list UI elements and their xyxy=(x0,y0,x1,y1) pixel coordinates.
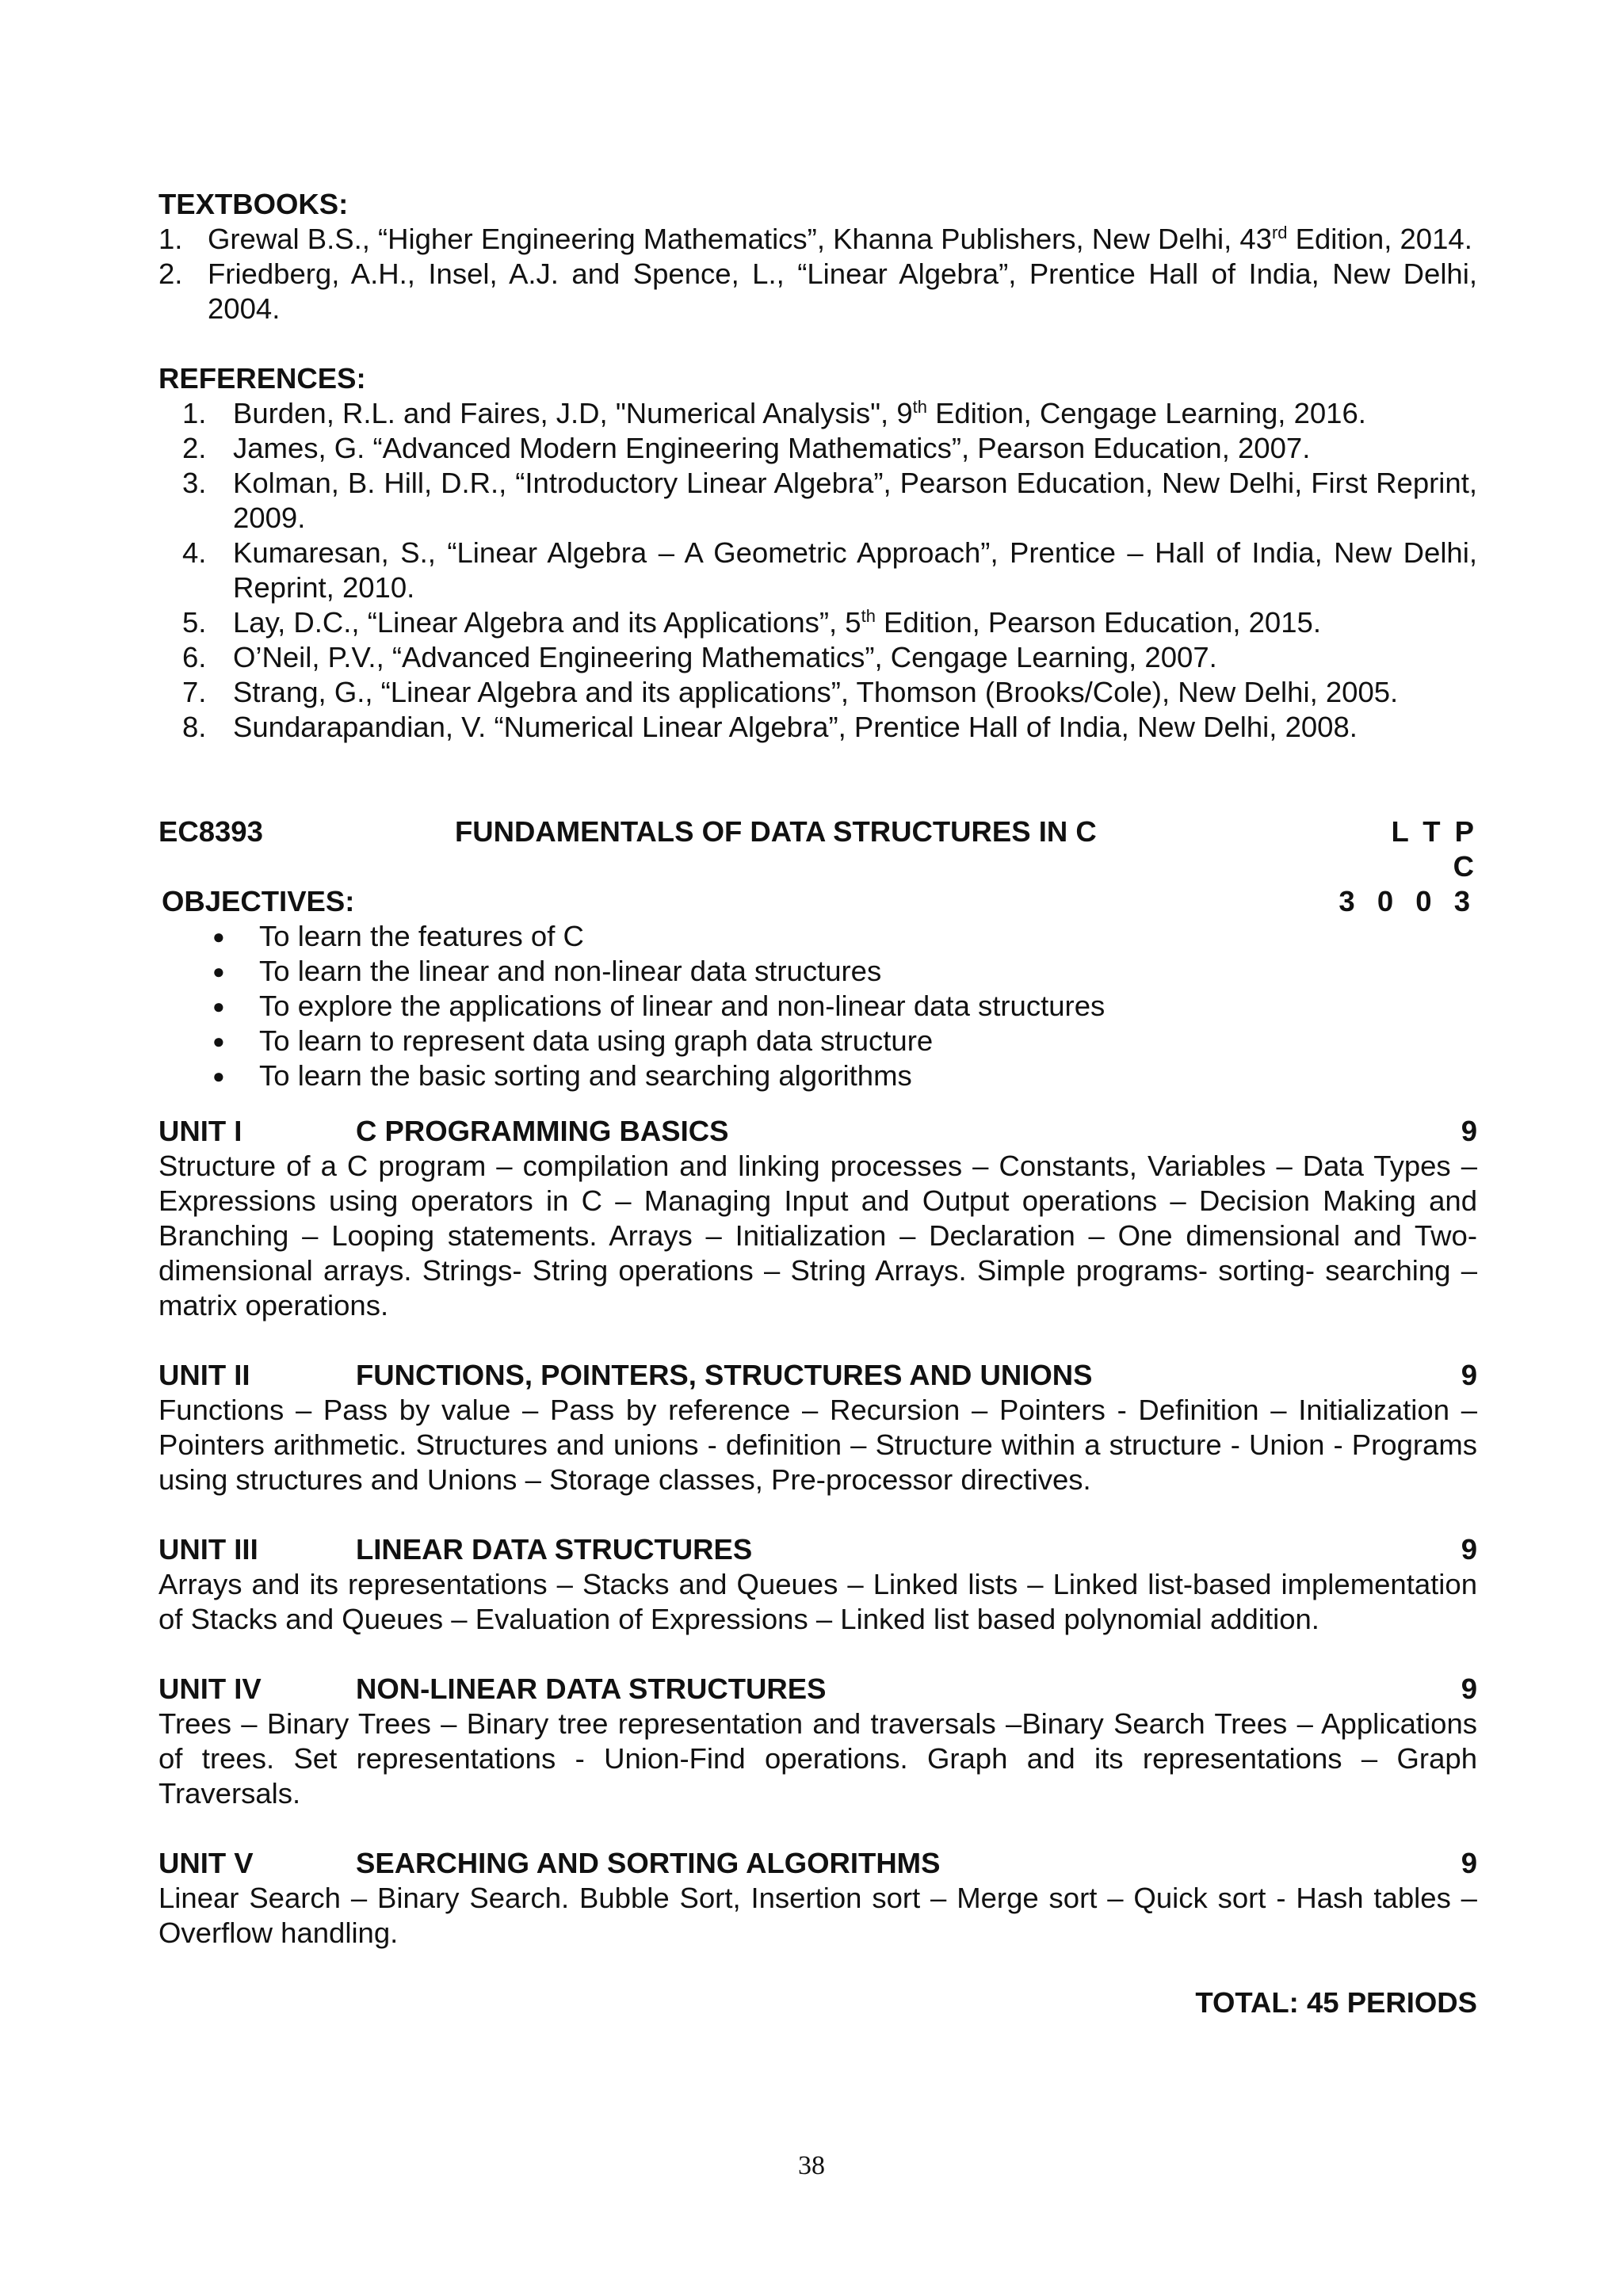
objectives-list xyxy=(158,919,1477,1093)
textbooks-section xyxy=(158,187,1477,326)
unit-body: Arrays and its representations – Stacks and Queues – Linked lists – Linked list-based implementation of Stacks and Queues – Evaluation of Expressions – Linked list based polynomial addition. xyxy=(158,1568,1477,1635)
unit-body: Functions – Pass by value – Pass by reference – Recursion – Pointers - Definition – Initialization – Pointers arithmetic. Structures and unions - definition – Structure within a structure - Union - Programs using structures and Unions – Storage classes, Pre-processor directives. xyxy=(158,1394,1477,1496)
unit-body: Linear Search – Binary Search. Bubble Sort, Insertion sort – Merge sort – Quick sort - Hash tables – Overflow handling. xyxy=(158,1882,1477,1949)
unit-heading: UNIT III LINEAR DATA STRUCTURES 9 xyxy=(158,1533,1477,1566)
unit-section xyxy=(158,1114,1477,1323)
references-section xyxy=(158,361,1477,745)
syllabus-page xyxy=(158,187,1477,2020)
total-periods: TOTAL: 45 PERIODS xyxy=(1195,1986,1477,2019)
bullet-icon: ● xyxy=(212,994,225,1018)
ltpc-values: 3 0 0 3 xyxy=(1338,885,1477,917)
bullet-icon: ● xyxy=(212,925,225,948)
reference-item: 5. Lay, D.C., “Linear Algebra and its Applications”, 5th Edition, Pearson Education, 2015. xyxy=(182,605,1321,639)
list-item: ● To learn to represent data using graph data structure xyxy=(212,1024,934,1057)
page-number: 38 xyxy=(798,2151,825,2180)
unit-heading: UNIT IV NON-LINEAR DATA STRUCTURES 9 xyxy=(158,1672,1477,1705)
unit-heading: UNIT II FUNCTIONS, POINTERS, STRUCTURES AND UNIONS 9 xyxy=(158,1359,1477,1391)
reference-item: 8. Sundarapandian, V. “Numerical Linear Algebra”, Prentice Hall of India, New Delhi, 2008. xyxy=(182,711,1358,743)
unit-heading: UNIT V SEARCHING AND SORTING ALGORITHMS 9 xyxy=(158,1847,1477,1879)
reference-item: 7. Strang, G., “Linear Algebra and its applications”, Thomson (Brooks/Cole), New Delhi, 2005. xyxy=(182,676,1399,708)
course-code: EC8393 xyxy=(158,815,263,848)
list-item: ● To learn the linear and non-linear data structures xyxy=(212,955,882,987)
unit-body: Trees – Binary Trees – Binary tree representation and traversals –Binary Search Trees – Applications of trees. Set representations - Union-Find operations. Graph and its representations – Graph Traversals. xyxy=(158,1707,1477,1810)
list-item: ● To learn the features of C xyxy=(212,920,584,952)
reference-item: 6. O’Neil, P.V., “Advanced Engineering Mathematics”, Cengage Learning, 2007. xyxy=(182,641,1217,673)
list-item: ● To explore the applications of linear and non-linear data structures xyxy=(212,990,1106,1022)
reference-item: 2. James, G. “Advanced Modern Engineering Mathematics”, Pearson Education, 2007. xyxy=(182,432,1311,464)
reference-item: 4. Kumaresan, S., “Linear Algebra – A Geometric Approach”, Prentice – Hall of India, New Delhi, Reprint, 2010. xyxy=(182,536,1477,604)
bullet-icon: ● xyxy=(212,959,225,983)
ltpc-label: L T P C xyxy=(1391,815,1477,883)
unit-heading: UNIT I C PROGRAMMING BASICS 9 xyxy=(158,1115,1477,1147)
unit-section xyxy=(158,1672,1477,1811)
unit-section xyxy=(158,1532,1477,1637)
course-title: FUNDAMENTALS OF DATA STRUCTURES IN C xyxy=(455,815,1097,848)
unit-section xyxy=(158,1358,1477,1497)
unit-section xyxy=(158,1846,1477,1951)
reference-item: 3. Kolman, B. Hill, D.R., “Introductory Linear Algebra”, Pearson Education, New Delhi, First Reprint, 2009. xyxy=(182,467,1477,534)
list-item: ● To learn the basic sorting and searching algorithms xyxy=(212,1059,912,1092)
bullet-icon: ● xyxy=(212,1064,225,1088)
bullet-icon: ● xyxy=(212,1029,225,1053)
textbook-item: 1. Grewal B.S., “Higher Engineering Mathematics”, Khanna Publishers, New Delhi, 43rd Edition, 2014. xyxy=(158,222,1472,255)
textbook-item: 2. Friedberg, A.H., Insel, A.J. and Spence, L., “Linear Algebra”, Prentice Hall of India, New Delhi, 2004. xyxy=(158,257,1477,325)
reference-item: 1. Burden, R.L. and Faires, J.D, "Numerical Analysis", 9th Edition, Cengage Learning, 2016. xyxy=(182,396,1366,429)
textbooks-heading: TEXTBOOKS: xyxy=(158,188,349,220)
unit-body: Structure of a C program – compilation and linking processes – Constants, Variables – Data Types – Expressions using operators in C – Managing Input and Output operations – Decision Making and Branching – Looping statements. Arrays – Initialization – Declaration – One dimensional and Two-dimensional arrays. Strings- String operations – String Arrays. Simple programs- sorting- searching – matrix operations. xyxy=(158,1150,1477,1322)
objectives-section xyxy=(158,884,1477,1093)
objectives-heading: OBJECTIVES: xyxy=(162,885,355,917)
references-heading: REFERENCES: xyxy=(158,362,366,395)
course-header xyxy=(158,814,1477,884)
